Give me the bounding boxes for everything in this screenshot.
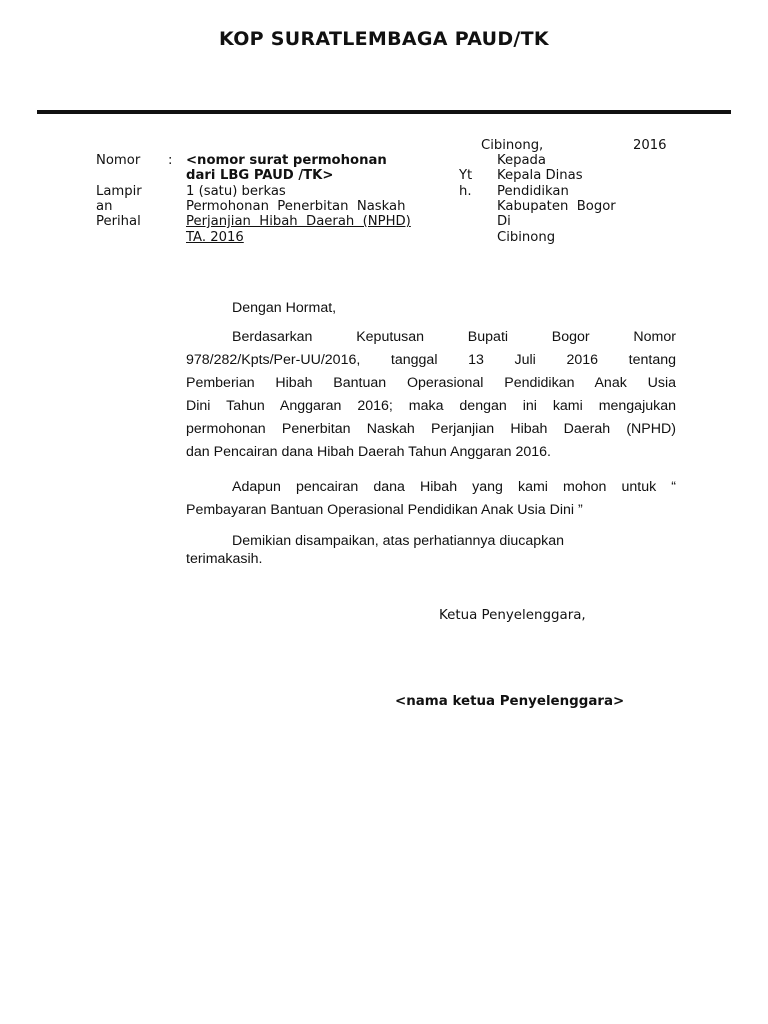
paragraph-line: Pemberian Hibah Bantuan Operasional Pendidikan Anak Usia xyxy=(186,375,676,391)
letterhead-divider xyxy=(37,110,731,114)
paragraph-line: dan Pencairan dana Hibah Daerah Tahun Anggaran 2016. xyxy=(186,444,551,460)
lampiran-label-line2: an xyxy=(96,199,113,214)
recipient-line: Kepala Dinas xyxy=(497,168,583,183)
recipient-line: Di xyxy=(497,214,511,229)
lampiran-value: 1 (satu) berkas xyxy=(186,184,286,199)
paragraph-2 xyxy=(186,476,676,522)
place-year: 2016 xyxy=(633,138,667,153)
perihal-value-line3: TA. 2016 xyxy=(186,230,244,245)
recipient-line: Cibinong xyxy=(497,230,556,245)
yth-label-line1: Yt xyxy=(459,168,473,183)
recipient-line: Kepada xyxy=(497,153,547,168)
paragraph-line: Adapun pencairan dana Hibah yang kami mohon untuk “ xyxy=(232,479,676,495)
nomor-value-line1: <nomor surat permohonan xyxy=(186,153,387,168)
perihal-label: Perihal xyxy=(96,214,141,229)
paragraph-line: Pembayaran Bantuan Operasional Pendidikan Anak Usia Dini ” xyxy=(186,502,583,518)
paragraph-line: Demikian disampaikan, atas perhatiannya diucapkan xyxy=(232,533,565,549)
yth-label-line2: h. xyxy=(459,184,472,199)
recipient-line: Pendidikan xyxy=(497,184,569,199)
lampiran-label-line1: Lampir xyxy=(96,184,142,199)
paragraph-line: permohonan Penerbitan Naskah Perjanjian Hibah Daerah (NPHD) xyxy=(186,421,676,437)
signature-role: Ketua Penyelenggara, xyxy=(439,608,586,623)
perihal-value-line1: Permohonan Penerbitan Naskah xyxy=(186,199,406,214)
greeting: Dengan Hormat, xyxy=(232,300,337,316)
paragraph-3 xyxy=(186,533,676,568)
signature-name: <nama ketua Penyelenggara> xyxy=(395,694,625,709)
place-city: Cibinong, xyxy=(481,138,544,153)
letterhead-title: KOP SURATLEMBAGA PAUD/TK xyxy=(219,28,549,50)
paragraph-line: 978/282/Kpts/Per-UU/2016, tanggal 13 Juli 2016 tentang xyxy=(186,352,676,368)
paragraph-1 xyxy=(186,326,676,464)
perihal-value-line2: Perjanjian Hibah Daerah (NPHD) xyxy=(186,214,411,229)
paragraph-line: terimakasih. xyxy=(186,550,263,567)
recipient-line: Kabupaten Bogor xyxy=(497,199,616,214)
paragraph-line: Berdasarkan Keputusan Bupati Bogor Nomor xyxy=(232,329,676,345)
paragraph-line: Dini Tahun Anggaran 2016; maka dengan ini kami mengajukan xyxy=(186,398,676,414)
nomor-value-line2: dari LBG PAUD /TK> xyxy=(186,168,334,183)
nomor-colon: : xyxy=(168,153,173,168)
nomor-label: Nomor xyxy=(96,153,141,168)
